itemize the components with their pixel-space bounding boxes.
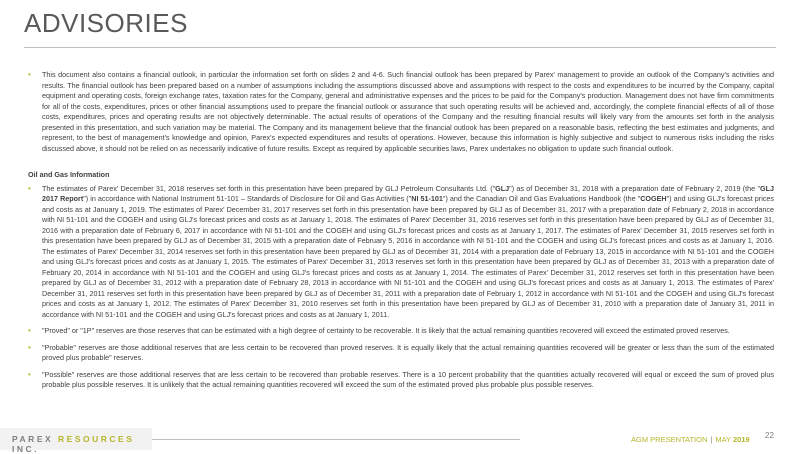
list-item-probable	[28, 343, 774, 364]
section-heading-oil-gas: Oil and Gas Information	[28, 170, 110, 179]
financial-outlook-text: This document also contains a financial outlook, in particular the information set forth on slides 2 and 4-6. Such financial outlook has been prepared by Parex' management to provide an outlook of the Company's activities and results. The financial outlook has been prepared based on a number of assumptions including the assumptions discussed above and assumptions with respect to the costs and expenditures to be incurred by the Company, capital equipment and operating costs, foreign exchange rates, taxation rates for the Company, general and administrative expenses and the prices to be paid for the Company's production. Management does not have firm commitments for all of the costs, expenditures, prices or other financial assumptions used to prepare the financial outlook or assurance that such operating results will be achieved and, accordingly, the complete financial effects of all of those costs, expenditures, prices and operating results are not objectively determinable. The actual results of operations of the Company and the resulting financial results will likely vary from the amounts set forth in the analysis presented in this presentation, and such variation may be material. The Company and its management believe that the financial outlook has been prepared on a reasonable basis, reflecting the best estimates and judgments, and represent, to the best of management's knowledge and opinion, Parex's expected expenditures and results of operations. However, because this information is highly subjective and subject to numerous risks including the risks discussed above, it should not be relied on as necessarily indicative of future results. Except as required by applicable securities laws, Parex undertakes no obligation to update such financial outlook.	[42, 70, 774, 153]
estimates-text: The estimates of Parex' December 31, 2018 reserves set forth in this presentation have been prepared by GLJ Petroleum Consultants Ltd. ("GLJ") as of December 31, 2018 with a preparation date of February 2, 2019 (the "GLJ 2017 Report") in accordance with National Instrument 51-101 – Standards of Disclosure for Oil and Gas Activities ("NI 51-101") and the Canadian Oil and Gas Evaluations Handbook (the "COGEH") and using GLJ's forecast prices and costs as at January 1, 2019. The estimates of Parex' December 31, 2017 reserves set forth in this presentation have been prepared by GLJ as of December 31, 2017 with a preparation date of February 2, 2018 in accordance with NI 51-101 and the COGEH and using GLJ's forecast prices and costs as at January 1, 2018. The estimates of Parex' December 31, 2016 reserves set forth in this presentation have been prepared by GLJ as of December 31, 2016 with a preparation date of February 6, 2017 in accordance with NI 51-101 and the COGEH and using GLJ's forecast prices and costs as at January 1, 2017. The estimates of Parex' December 31, 2015 reserves set forth in this presentation have been prepared by GLJ as of December 31, 2015 with a preparation date of February 5, 2016 in accordance with NI 51-101 and the COGEH and using GLJ's forecast prices and costs as at January 1, 2016. The estimates of Parex' December 31, 2014 reserves set forth in this presentation have been prepared by GLJ as of December 31, 2014 with a preparation date of February 13, 2015 in accordance with NI 51-101 and the COGEH and using GLJ's forecast prices and costs as at January 1, 2015. The estimates of Parex' December 31, 2013 reserves set forth in this presentation have been prepared by GLJ as of December 31, 2013 with a preparation date of February 20, 2014 in accordance with NI 51-101 and the COGEH and using GLJ's forecast prices and costs as at January 1, 2014. The estimates of Parex' December 31, 2012 reserves set forth in this presentation have been prepared by GLJ as of December 31, 2012 with a preparation date of February 28, 2013 in accordance with NI 51-101 and the COGEH and using GLJ's forecast prices and costs as at January 1, 2013. The estimates of Parex' December 31, 2011 reserves set forth in this presentation have been prepared by GLJ as of December 31, 2011 with a preparation date of February 1, 2012 in accordance with NI 51-101 and the COGEH and using GLJ's forecast prices and costs as at January 1, 2012. The estimates of Parex' December 31, 2010 reserves set forth in this presentation have been prepared by GLJ as of December 31, 2010 with a preparation date of January 31, 2011 in accordance with NI 51-101 and the COGEH and using GLJ's forecast prices and costs as at January 1, 2011.	[42, 183, 774, 319]
bullet-icon: •	[28, 326, 31, 335]
footer-brand-bar	[0, 428, 152, 454]
company-logo: PAREX RESOURCES INC.	[12, 434, 135, 454]
page-title: ADVISORIES	[24, 8, 188, 38]
list-item-proved	[28, 326, 774, 337]
bullet-icon: •	[28, 369, 31, 379]
proved-text: "Proved" or "1P" reserves are those reserves that can be estimated with a high degree of certainty to be recoverable. It is likely that the actual remaining quantities recovered will exceed the estimated proved reserves.	[42, 326, 730, 335]
list-item-reserve-estimates	[28, 184, 774, 321]
bullet-icon: •	[28, 183, 31, 193]
probable-text: "Probable" reserves are those additional reserves that are less certain to be recovered than proved reserves. It is equally likely that the actual remaining quantities recovered will be greater or less than the sum of the estimated proved plus probable" reserves.	[42, 342, 774, 362]
list-item-possible	[28, 370, 774, 391]
title-divider	[24, 47, 776, 48]
page-number: 22	[765, 431, 774, 440]
bullet-icon: •	[28, 70, 31, 79]
footer	[0, 428, 800, 454]
presentation-label: AGM PRESENTATION | MAY 2019	[631, 435, 750, 444]
advisories-content	[28, 70, 774, 397]
possible-text: "Possible" reserves are those additional reserves that are less certain to be recovered than probable reserves. There is a 10 percent probability that the quantities actually recovered will equal or exceed the sum of proved plus probable plus possible reserves. It is unlikely that the actual remaining quantities recovered will exceed the sum of the estimated proved plus probable plus possible reserves.	[42, 369, 774, 389]
bullet-icon: •	[28, 342, 31, 352]
footer-divider	[152, 439, 520, 440]
list-item-financial-outlook	[28, 70, 774, 154]
